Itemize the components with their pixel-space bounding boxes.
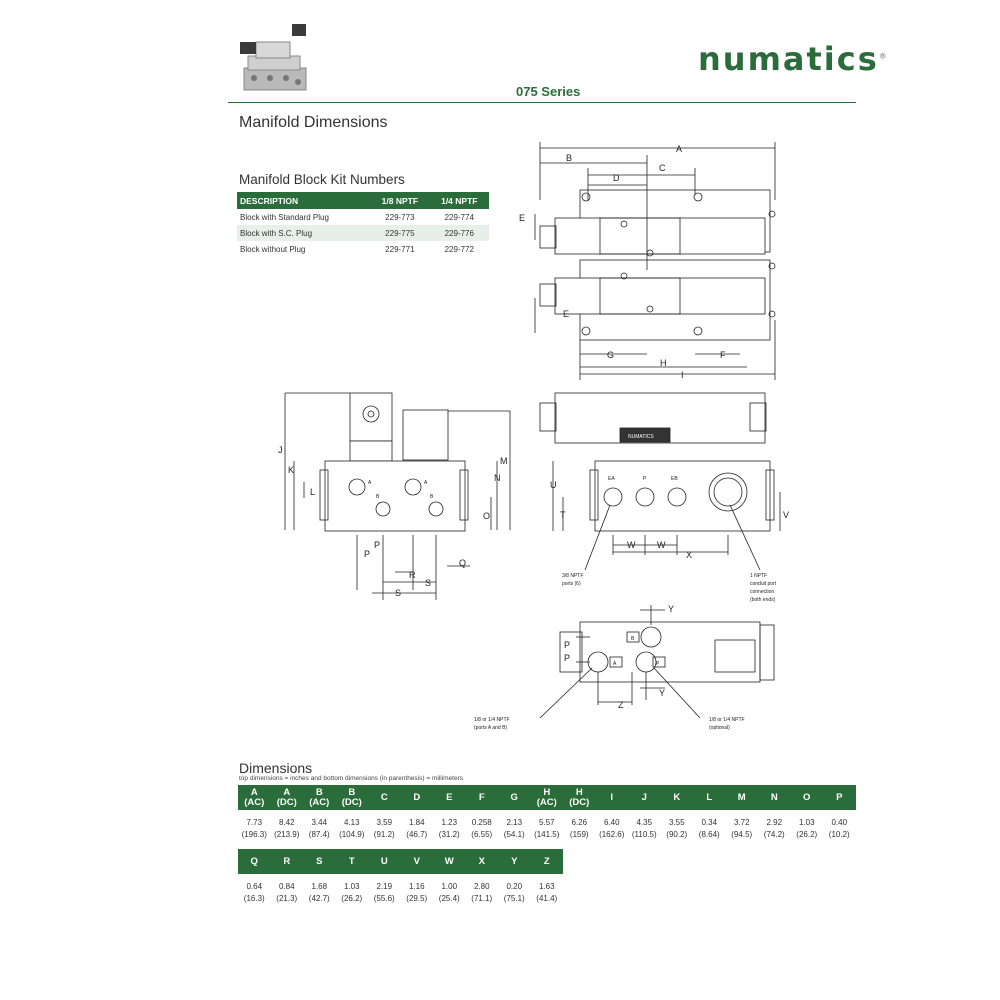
port-label: B bbox=[430, 494, 434, 500]
dims-mm-cell: (26.2) bbox=[341, 893, 363, 903]
dim-label: G bbox=[607, 350, 615, 360]
dims-mm-cell: (87.4) bbox=[308, 829, 330, 839]
dims-header-cell: H (DC) bbox=[563, 785, 596, 810]
dims-inch-cell: 2.13 bbox=[506, 817, 523, 827]
port-label: B bbox=[631, 636, 635, 642]
dims-mm-cell: (29.5) bbox=[406, 893, 428, 903]
dims-header-cell: Q bbox=[238, 849, 271, 874]
dims-inch-cell: 3.55 bbox=[668, 817, 685, 827]
dim-label: C bbox=[659, 163, 666, 173]
dims-mm-cell: (41.4) bbox=[536, 893, 558, 903]
dims-header-row bbox=[238, 849, 563, 874]
dims-header-cell: V bbox=[401, 849, 434, 874]
dims-mm-cell: (46.7) bbox=[406, 829, 428, 839]
dims-inch-cell: 6.40 bbox=[603, 817, 620, 827]
dims-inch-cell: 1.23 bbox=[441, 817, 458, 827]
callout-ab: 1/8 or 1/4 NPTF (ports A and B) bbox=[474, 717, 510, 731]
dims-mm-cell: (110.5) bbox=[631, 829, 657, 839]
dim-label: Q bbox=[459, 558, 467, 568]
dims-inch-cell: 3.44 bbox=[311, 817, 328, 827]
dims-inch-cell: 4.35 bbox=[636, 817, 653, 827]
table-row bbox=[238, 810, 856, 828]
dim-label: P bbox=[374, 540, 381, 550]
dims-inch-cell: 0.64 bbox=[246, 881, 263, 891]
kit-cell: 229-773 bbox=[385, 212, 415, 222]
dims-inch-cell: 7.73 bbox=[246, 817, 263, 827]
dim-label: Z bbox=[618, 700, 624, 710]
dims-mm-cell: (71.1) bbox=[471, 893, 493, 903]
kit-cell: Block without Plug bbox=[240, 244, 306, 254]
dimensions-title: Dimensions bbox=[239, 760, 313, 776]
dim-label: S bbox=[425, 578, 432, 588]
port-label: P bbox=[656, 661, 660, 667]
dims-header-cell: Z bbox=[531, 849, 564, 874]
port-label: P bbox=[643, 476, 647, 482]
dim-label: E bbox=[563, 309, 570, 319]
dims-inch-cell: 2.80 bbox=[473, 881, 490, 891]
dim-label: P bbox=[364, 549, 371, 559]
dims-inch-cell: 6.26 bbox=[571, 817, 588, 827]
table-row bbox=[238, 874, 563, 892]
kit-cell: 229-772 bbox=[444, 244, 474, 254]
dims-inch-cell: 3.72 bbox=[733, 817, 750, 827]
dims-inch-cell: 1.00 bbox=[441, 881, 458, 891]
dims-header-cell: X bbox=[466, 849, 499, 874]
dims-mm-cell: (159) bbox=[569, 829, 589, 839]
dims-header-cell: I bbox=[596, 785, 629, 810]
port-label: A bbox=[613, 661, 617, 667]
dim-label: P bbox=[564, 653, 571, 663]
dims-header-cell: F bbox=[466, 785, 499, 810]
table-row bbox=[238, 828, 856, 840]
dims-inch-cell: 1.03 bbox=[343, 881, 360, 891]
dims-header-cell: A (DC) bbox=[271, 785, 304, 810]
port-label: EB bbox=[671, 476, 678, 482]
dim-label: R bbox=[409, 570, 416, 580]
dim-label: O bbox=[483, 511, 491, 521]
dims-inch-cell: 3.59 bbox=[376, 817, 393, 827]
dims-header-cell: J bbox=[628, 785, 661, 810]
dim-label: Y bbox=[668, 604, 675, 614]
dims-inch-cell: 0.40 bbox=[831, 817, 848, 827]
dims-mm-cell: (25.4) bbox=[438, 893, 460, 903]
dims-header-cell: A (AC) bbox=[238, 785, 271, 810]
dims-mm-cell: (196.3) bbox=[241, 829, 267, 839]
dims-header-cell: M bbox=[726, 785, 759, 810]
dim-label: Y bbox=[659, 688, 666, 698]
dims-inch-cell: 1.16 bbox=[408, 881, 425, 891]
dim-label: J bbox=[278, 445, 283, 455]
dim-label: F bbox=[720, 350, 726, 360]
page-title: Manifold Dimensions bbox=[239, 114, 388, 131]
dims-mm-cell: (42.7) bbox=[308, 893, 330, 903]
dims-header-cell: B (DC) bbox=[336, 785, 369, 810]
dims-header-cell: H (AC) bbox=[531, 785, 564, 810]
dimensions-table-1 bbox=[238, 785, 856, 840]
dims-header-cell: B (AC) bbox=[303, 785, 336, 810]
dims-inch-cell: 2.92 bbox=[766, 817, 783, 827]
dims-inch-cell: 8.42 bbox=[278, 817, 295, 827]
dims-mm-cell: (74.2) bbox=[763, 829, 785, 839]
kit-col-quarter: 1/4 NPTF bbox=[430, 192, 489, 209]
dims-mm-cell: (8.64) bbox=[698, 829, 720, 839]
dim-label: N bbox=[494, 473, 501, 483]
dims-inch-cell: 4.13 bbox=[343, 817, 360, 827]
dims-mm-cell: (90.2) bbox=[666, 829, 688, 839]
dim-label: V bbox=[783, 510, 790, 520]
dims-header-cell: N bbox=[758, 785, 791, 810]
callout-ports: 3/8 NPTF ports (6) bbox=[562, 573, 584, 587]
dims-mm-cell: (31.2) bbox=[438, 829, 460, 839]
kit-title: Manifold Block Kit Numbers bbox=[239, 172, 405, 187]
dim-label: I bbox=[681, 370, 684, 380]
dims-inch-cell: 1.68 bbox=[311, 881, 328, 891]
dim-label: X bbox=[686, 550, 693, 560]
dims-inch-cell: 5.57 bbox=[538, 817, 555, 827]
dims-mm-cell: (10.2) bbox=[828, 829, 850, 839]
kit-col-eighth: 1/8 NPTF bbox=[370, 192, 429, 209]
dims-header-cell: U bbox=[368, 849, 401, 874]
kit-cell: 229-774 bbox=[444, 212, 474, 222]
dim-label: D bbox=[613, 173, 620, 183]
dim-label: T bbox=[560, 510, 566, 520]
dim-label: S bbox=[395, 588, 402, 598]
kit-cell: Block with Standard Plug bbox=[240, 212, 329, 222]
dims-mm-cell: (141.5) bbox=[534, 829, 560, 839]
dims-header-cell: R bbox=[271, 849, 304, 874]
table-row bbox=[238, 892, 563, 904]
dims-mm-cell: (94.5) bbox=[731, 829, 753, 839]
dims-header-cell: E bbox=[433, 785, 466, 810]
dims-header-row bbox=[238, 785, 856, 810]
dims-inch-cell: 1.84 bbox=[408, 817, 425, 827]
port-label: A bbox=[424, 480, 428, 486]
dim-label: W bbox=[627, 540, 636, 550]
dims-header-cell: O bbox=[791, 785, 824, 810]
side-view-drawing bbox=[285, 393, 510, 600]
dims-mm-cell: (54.1) bbox=[503, 829, 525, 839]
dims-mm-cell: (6.55) bbox=[471, 829, 493, 839]
series-label: 075 Series bbox=[516, 84, 581, 99]
brand-logo: numatics® bbox=[698, 40, 887, 78]
dims-mm-cell: (91.2) bbox=[373, 829, 395, 839]
dimensions-table-2 bbox=[238, 849, 563, 904]
dims-mm-cell: (162.6) bbox=[599, 829, 625, 839]
dims-mm-cell: (55.6) bbox=[373, 893, 395, 903]
dims-mm-cell: (26.2) bbox=[796, 829, 818, 839]
nameplate: NUMATICS bbox=[628, 434, 654, 440]
dimensions-note: top dimensions = inches and bottom dimensions (in parenthesis) = millimeters bbox=[239, 775, 463, 782]
dims-header-cell: P bbox=[823, 785, 856, 810]
callout-conduit: 1 NPTF conduit port connection (both ends) bbox=[750, 573, 777, 603]
dims-header-cell: K bbox=[661, 785, 694, 810]
dim-label: H bbox=[660, 358, 667, 368]
dims-header-cell: T bbox=[336, 849, 369, 874]
dims-header-cell: D bbox=[401, 785, 434, 810]
kit-cell: Block with S.C. Plug bbox=[237, 225, 370, 241]
dims-mm-cell: (213.9) bbox=[274, 829, 300, 839]
dims-inch-cell: 1.03 bbox=[798, 817, 815, 827]
dims-inch-cell: 1.63 bbox=[538, 881, 555, 891]
dims-header-cell: G bbox=[498, 785, 531, 810]
dims-mm-cell: (104.9) bbox=[339, 829, 365, 839]
kit-cell: 229-776 bbox=[430, 225, 489, 241]
dim-label: B bbox=[566, 153, 573, 163]
top-view-drawing bbox=[535, 142, 775, 380]
dim-label: A bbox=[676, 144, 683, 154]
dims-header-cell: S bbox=[303, 849, 336, 874]
dims-mm-cell: (75.1) bbox=[503, 893, 525, 903]
dims-mm-cell: (16.3) bbox=[243, 893, 265, 903]
port-label: B bbox=[376, 494, 380, 500]
dims-header-cell: Y bbox=[498, 849, 531, 874]
dim-label: E bbox=[519, 213, 526, 223]
port-label: A bbox=[368, 480, 372, 486]
dims-inch-cell: 0.258 bbox=[471, 817, 492, 827]
dim-label: L bbox=[310, 487, 316, 497]
dims-inch-cell: 2.19 bbox=[376, 881, 393, 891]
dim-label: P bbox=[564, 640, 571, 650]
callout-optional: 1/8 or 1/4 NPTF (optional) bbox=[709, 717, 745, 731]
dim-label: M bbox=[500, 456, 508, 466]
dims-inch-cell: 0.20 bbox=[506, 881, 523, 891]
dims-inch-cell: 0.84 bbox=[278, 881, 295, 891]
dim-label: W bbox=[657, 540, 666, 550]
dims-header-cell: W bbox=[433, 849, 466, 874]
dims-header-cell: L bbox=[693, 785, 726, 810]
kit-cell: 229-771 bbox=[385, 244, 415, 254]
port-label: EA bbox=[608, 476, 615, 482]
dims-mm-cell: (21.3) bbox=[276, 893, 298, 903]
dim-label: U bbox=[550, 480, 557, 490]
kit-col-description: DESCRIPTION bbox=[237, 192, 370, 209]
kit-cell: 229-775 bbox=[370, 225, 429, 241]
dim-label: K bbox=[288, 465, 295, 475]
dims-header-cell: C bbox=[368, 785, 401, 810]
dims-inch-cell: 0.34 bbox=[701, 817, 718, 827]
